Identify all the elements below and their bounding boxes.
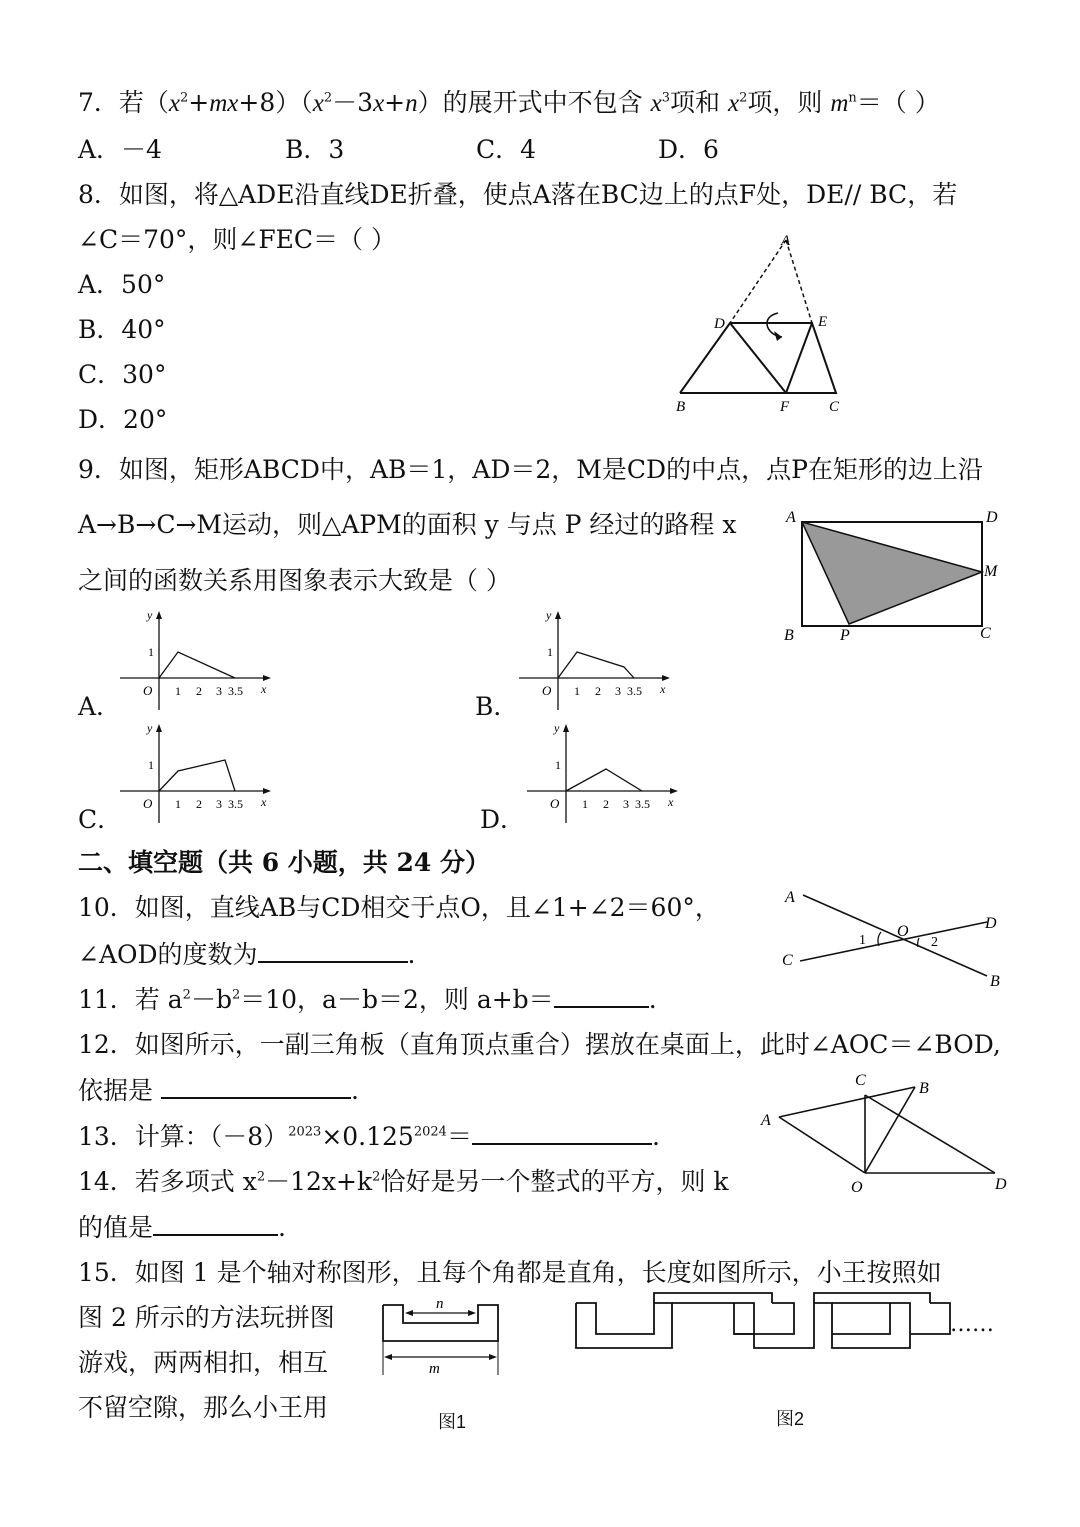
q9-label-p: P [840, 627, 850, 644]
q9-graph-c-label: C． [78, 805, 123, 834]
svg-text:1: 1 [175, 797, 181, 811]
svg-text:y: y [546, 608, 552, 622]
q8-label-c: C [829, 399, 840, 415]
q9-graph-c [115, 718, 285, 828]
q15-label-m: m [429, 1361, 440, 1377]
q10-label-b: B [990, 973, 1000, 990]
q8-stem-line2: ∠C＝70°，则∠FEC＝（ ） [78, 225, 397, 254]
q7-stem: 7．若$(x^2+mx+8)(x^2-3x+n)$的展开式中不包含 $x^3$项和 $x^2$项，则 $m^n=$（ ） [78, 88, 940, 117]
q12-answer-blank[interactable] [161, 1077, 351, 1099]
q15-figure2-caption: 图2 [776, 1409, 805, 1429]
svg-text:2: 2 [196, 684, 202, 698]
svg-text:x: x [261, 795, 267, 809]
svg-text:O: O [542, 683, 552, 698]
q8-option-d: D．20° [78, 405, 168, 434]
svg-text:2: 2 [196, 797, 202, 811]
q15-label-n: n [436, 1296, 444, 1312]
q15-figure2 [570, 1285, 1000, 1365]
q10-stem-line2: ∠AOD的度数为 . [78, 940, 416, 969]
q9-stem-line2: A→B→C→M运动，则△APM的面积 y 与点 P 经过的路程 x [78, 510, 737, 539]
svg-text:3: 3 [216, 797, 222, 811]
svg-text:1: 1 [148, 645, 154, 659]
q10-label-o: O [897, 923, 909, 940]
svg-text:3: 3 [216, 684, 222, 698]
svg-text:1: 1 [148, 758, 154, 772]
q12-label-a: A [761, 1112, 771, 1129]
svg-text:O: O [143, 683, 153, 698]
q9-graph-b [514, 605, 684, 715]
q7-option-d: D．6 [658, 135, 719, 164]
svg-text:1: 1 [175, 684, 181, 698]
svg-text:O: O [143, 796, 153, 811]
svg-text:y: y [147, 608, 153, 622]
q9-label-a: A [786, 509, 796, 526]
svg-text:1: 1 [582, 797, 588, 811]
q9-graph-a [115, 605, 285, 715]
q12-label-b: B [919, 1080, 929, 1097]
q14-stem-line2: 的值是 . [78, 1213, 286, 1242]
q9-graph-a-label: A． [78, 692, 122, 721]
q9-stem-line3: 之间的函数关系用图象表示大致是（ ） [78, 566, 511, 595]
q15-stem-line3: 游戏，两两相扣，相互 [78, 1348, 329, 1377]
q9-label-b: B [784, 627, 794, 644]
svg-text:y: y [554, 721, 560, 735]
q14-stem-line1: 14．若多项式 $x^2-12x+k^2$恰好是另一个整式的平方，则 k [78, 1167, 729, 1196]
q8-stem-line1: 8．如图，将△ADE沿直线DE折叠，使点A落在BC边上的点F处，DE// BC，若 [78, 180, 958, 209]
svg-text:x: x [668, 795, 674, 809]
q8-option-c: C．30° [78, 360, 167, 389]
q8-option-a: A．50° [78, 270, 166, 299]
svg-text:y: y [147, 721, 153, 735]
q10-label-2: 2 [931, 935, 938, 950]
q8-label-e: E [818, 314, 828, 330]
q12-label-c: C [855, 1072, 866, 1089]
q11-stem: 11．若 $a^2-b^2=10$，a－b＝2，则 a+b＝ . [78, 985, 657, 1014]
svg-text:3.5: 3.5 [228, 684, 243, 698]
q12-stem-line2: 依据是 . [78, 1076, 359, 1105]
q15-figure1 [375, 1295, 515, 1380]
q9-label-m: M [984, 563, 998, 580]
svg-text:x: x [261, 682, 267, 696]
q10-label-c: C [782, 952, 793, 969]
svg-text:1: 1 [555, 758, 561, 772]
q8-label-a: A [781, 233, 791, 249]
q15-stem-line1: 15．如图 1 是个轴对称图形，且每个角都是直角，长度如图所示，小王按照如 [78, 1258, 942, 1287]
q13-stem: 13．计算：$(-8)^{2023}\times 0.125^{2024}=$ . [78, 1122, 660, 1151]
q7-option-c: C．4 [476, 135, 537, 164]
q9-graph-d-label: D． [480, 805, 526, 834]
q12-figure [755, 1065, 1035, 1200]
q9-stem-line1: 9．如图，矩形ABCD中，AB＝1，AD＝2，M是CD的中点，点P在矩形的边上沿 [78, 455, 983, 484]
q9-label-d: D [986, 509, 998, 526]
q7-option-a: A．－4 [78, 135, 162, 164]
q8-label-d: D [714, 316, 725, 332]
q12-stem-line1: 12．如图所示，一副三角板（直角顶点重合）摆放在桌面上，此时∠AOC＝∠BOD, [78, 1030, 1001, 1059]
q9-graph-b-label: B． [475, 692, 519, 721]
svg-text:2: 2 [603, 797, 609, 811]
q8-option-b: B．40° [78, 315, 166, 344]
q10-label-d: D [985, 915, 997, 932]
svg-text:3: 3 [623, 797, 629, 811]
q9-rectangle-figure [780, 500, 1020, 650]
q10-figure [775, 880, 1015, 995]
svg-text:1: 1 [547, 645, 553, 659]
svg-text:3.5: 3.5 [627, 684, 642, 698]
q9-graph-d [522, 718, 692, 828]
svg-text:3.5: 3.5 [228, 797, 243, 811]
q15-figure1-caption: 图1 [438, 1412, 467, 1432]
svg-text:x: x [660, 682, 666, 696]
q8-figure [660, 225, 860, 420]
q8-label-b: B [676, 399, 686, 415]
q10-label-1: 1 [859, 933, 866, 948]
q10-label-a: A [785, 889, 795, 906]
q9-label-c: C [980, 625, 991, 642]
q15-stem-line2: 图 2 所示的方法玩拼图 [78, 1303, 335, 1332]
q11-answer-blank[interactable] [554, 986, 649, 1008]
q14-answer-blank[interactable] [153, 1214, 278, 1236]
svg-text:1: 1 [574, 684, 580, 698]
q10-answer-blank[interactable] [258, 941, 408, 963]
q10-stem-line1: 10．如图，直线AB与CD相交于点O，且∠1+∠2＝60°， [78, 893, 720, 922]
q15-stem-line4: 不留空隙，那么小王用 [78, 1393, 329, 1422]
svg-text:3: 3 [615, 684, 621, 698]
q7-option-b: B．3 [285, 135, 345, 164]
q12-label-d: D [995, 1176, 1007, 1193]
q13-answer-blank[interactable] [472, 1123, 652, 1145]
section-title: 二、填空题（共 6 小题，共 24 分） [78, 848, 491, 877]
q15-ellipsis: …… [950, 1312, 994, 1337]
svg-text:3.5: 3.5 [635, 797, 650, 811]
svg-text:2: 2 [595, 684, 601, 698]
svg-text:O: O [550, 796, 560, 811]
q12-label-o: O [851, 1179, 863, 1196]
q8-label-f: F [780, 399, 790, 415]
